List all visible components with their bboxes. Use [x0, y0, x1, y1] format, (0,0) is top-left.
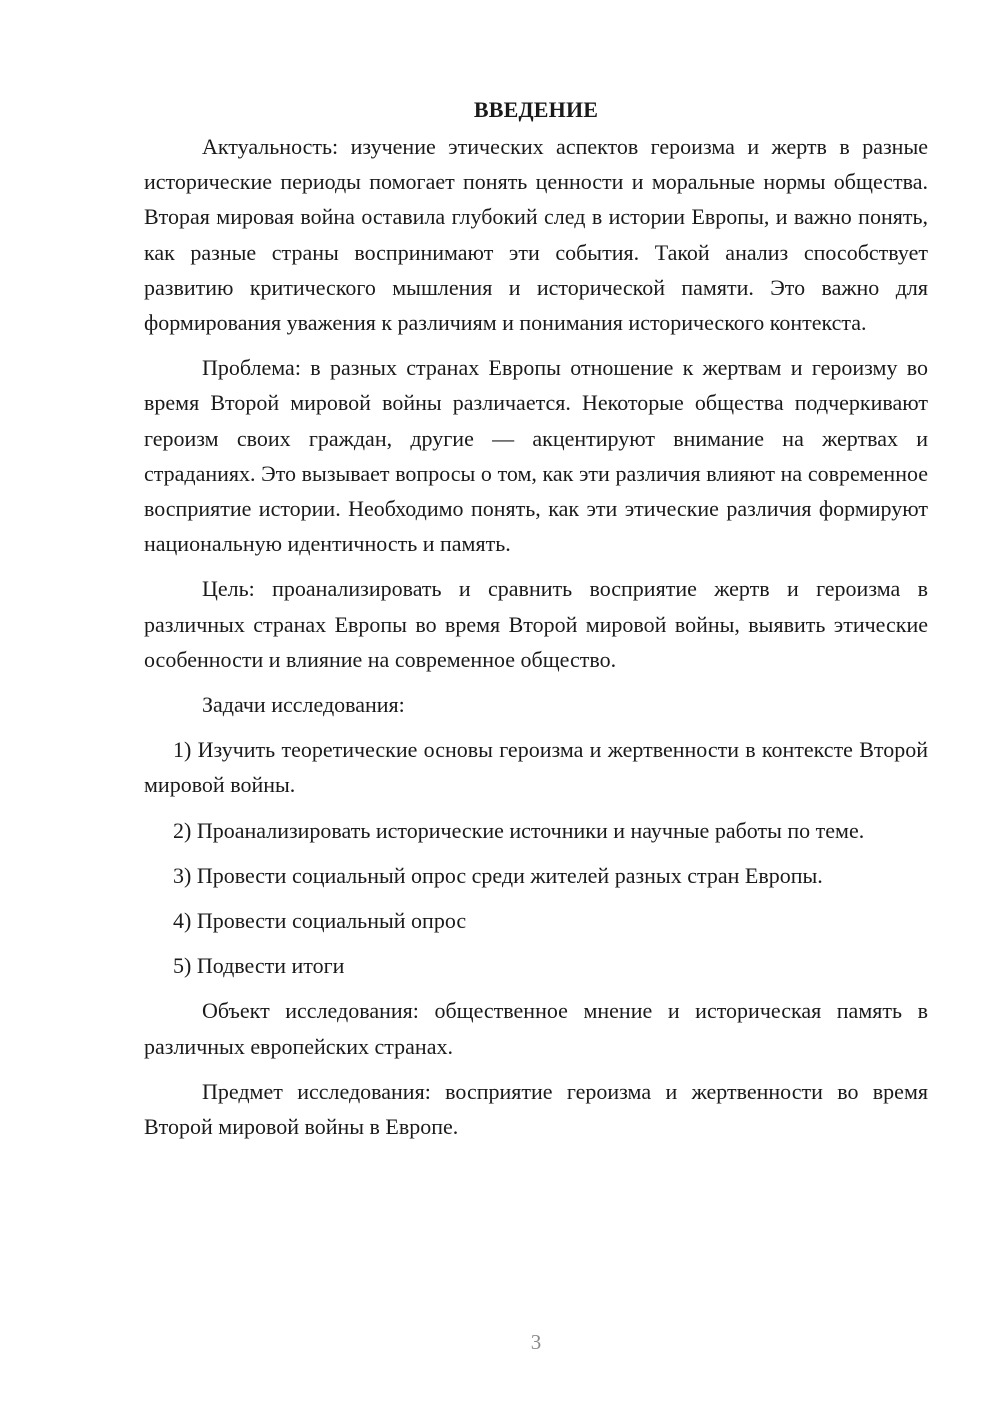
goal-paragraph: Цель: проанализировать и сравнить восприятие жертв и героизма в различных странах Европы во время Второй мировой войны, выявить этические особенности и влияние на современное общество. — [144, 576, 928, 672]
task-item-4: 4) Провести социальный опрос — [173, 908, 467, 934]
relevance-paragraph: Актуальность: изучение этических аспектов героизма и жертв в разные исторические периоды помогает понять ценности и моральные нормы общества. Вторая мировая война оставила глубокий след в истории Европы, и важно понять, как разные страны воспринимают эти события. Такой анализ способствует развитию критического мышления и исторической памяти. Это важно для формирования уважения к различиям и понимания исторического контекста. — [144, 134, 928, 336]
page-title: ВВЕДЕНИЕ — [473, 97, 599, 122]
task-item-5: 5) Подвести итоги — [173, 953, 345, 979]
task-item-3: 3) Провести социальный опрос среди жителей разных стран Европы. — [173, 862, 823, 888]
page-number: 3 — [530, 1330, 542, 1354]
object-paragraph: Объект исследования: общественное мнение и историческая память в различных европейских странах. — [144, 998, 928, 1059]
task-item-2: 2) Проанализировать исторические источники и научные работы по теме. — [173, 817, 865, 843]
document-page — [144, 92, 928, 1154]
problem-paragraph: Проблема: в разных странах Европы отношение к жертвам и героизму во время Второй мировой войны различается. Некоторые общества подчеркивают героизм своих граждан, другие — акцентируют внимание на жертвах и страданиях. Это вызывает вопросы о том, как эти различия влияют на современное восприятие истории. Необходимо понять, как эти этические различия формируют национальную идентичность и память. — [144, 355, 928, 557]
subject-paragraph: Предмет исследования: восприятие героизма и жертвенности во время Второй мировой войны в Европе. — [144, 1078, 928, 1140]
task-item-1: 1) Изучить теоретические основы героизма и жертвенности в контексте Второй мировой войны. — [144, 737, 928, 798]
tasks-heading: Задачи исследования: — [202, 692, 405, 718]
